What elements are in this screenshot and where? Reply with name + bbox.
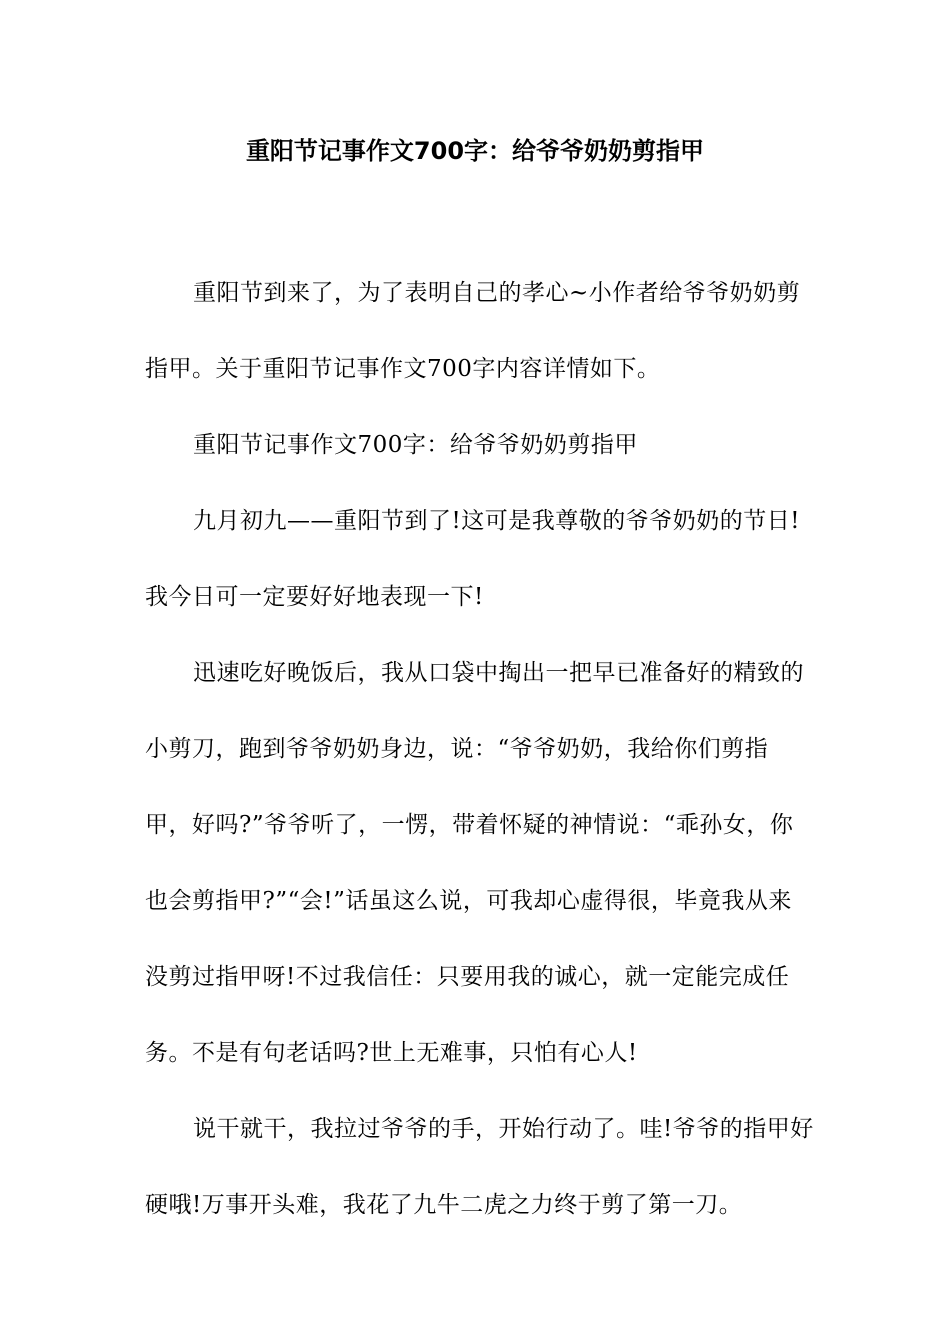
paragraph-festival: 九月初九——重阳节到了!这可是我尊敬的爷爷奶奶的节日!我今日可一定要好好地表现一下! <box>145 508 800 610</box>
document-body <box>145 255 815 1243</box>
paragraph-first-cut: 说干就干，我拉过爷爷的手，开始行动了。哇!爷爷的指甲好硬哦!万事开头难，我花了九牛二虎之力终于剪了第一刀。 <box>145 1116 814 1218</box>
paragraph-intro: 重阳节到来了，为了表明自己的孝心~小作者给爷爷奶奶剪指甲。关于重阳节记事作文700字内容详情如下。 <box>145 280 801 382</box>
paragraph-scissors: 迅速吃好晚饭后，我从口袋中掏出一把早已准备好的精致的小剪刀，跑到爷爷奶奶身边，说：“爷爷奶奶，我给你们剪指甲，好吗?”爷爷听了，一愣，带着怀疑的神情说：“乖孙女，你也会剪指甲?”“会!”话虽这么说，可我却心虚得很，毕竟我从来没剪过指甲呀!不过我信任：只要用我的诚心，就一定能完成任务。不是有句老话吗?世上无难事，只怕有心人! <box>145 660 804 1066</box>
paragraph-subtitle: 重阳节记事作文700字：给爷爷奶奶剪指甲 <box>193 432 638 458</box>
document-title: 重阳节记事作文700字：给爷爷奶奶剪指甲 <box>245 137 705 165</box>
